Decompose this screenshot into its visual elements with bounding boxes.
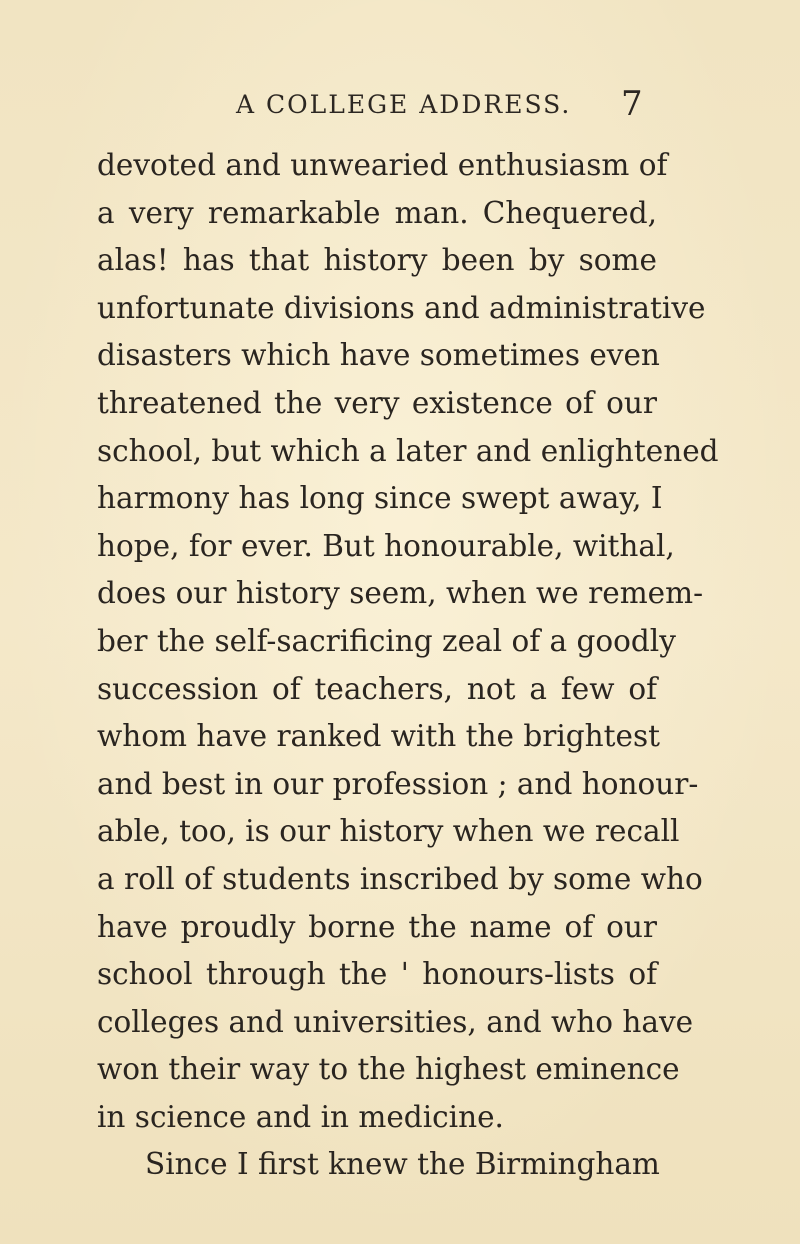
text-line: won their way to the highest eminence <box>97 1052 680 1087</box>
text-line: whom have ranked with the brightest <box>97 719 660 754</box>
text-line: school through the ' honours-lists of <box>97 957 657 992</box>
paragraph-start-line: Since I first knew the Birmingham <box>145 1147 660 1182</box>
text-line: have proudly borne the name of our <box>97 909 657 944</box>
text-line: harmony has long since swept away, I <box>97 481 663 516</box>
text-line: able, too, is our history when we recall <box>97 814 680 849</box>
text-line: ber the self-sacrificing zeal of a goodly <box>97 623 676 658</box>
text-line: does our history seem, when we remem- <box>97 576 704 611</box>
text-line: unfortunate divisions and administrative <box>97 290 706 325</box>
text-line: and best in our profession ; and honour- <box>97 766 699 801</box>
text-line: alas! has that history been by some <box>97 243 657 278</box>
text-line: in science and in medicine. <box>97 1099 504 1134</box>
text-line: succession of teachers, not a few of <box>97 671 657 706</box>
text-line: a very remarkable man. Chequered, <box>97 195 657 230</box>
text-line: colleges and universities, and who have <box>97 1004 694 1039</box>
page-number: 7 <box>621 84 643 124</box>
text-line: threatened the very existence of our <box>97 385 657 420</box>
text-line: hope, for ever. But honourable, withal, <box>97 528 675 563</box>
text-line: devoted and unwearied enthusiasm of <box>97 148 668 182</box>
text-line: a roll of students inscribed by some who <box>97 861 703 896</box>
text-line: disasters which have sometimes even <box>97 338 660 373</box>
running-head: A COLLEGE ADDRESS. <box>236 90 572 119</box>
text-line: school, but which a later and enlightened <box>97 433 719 468</box>
body-text <box>97 142 719 1189</box>
